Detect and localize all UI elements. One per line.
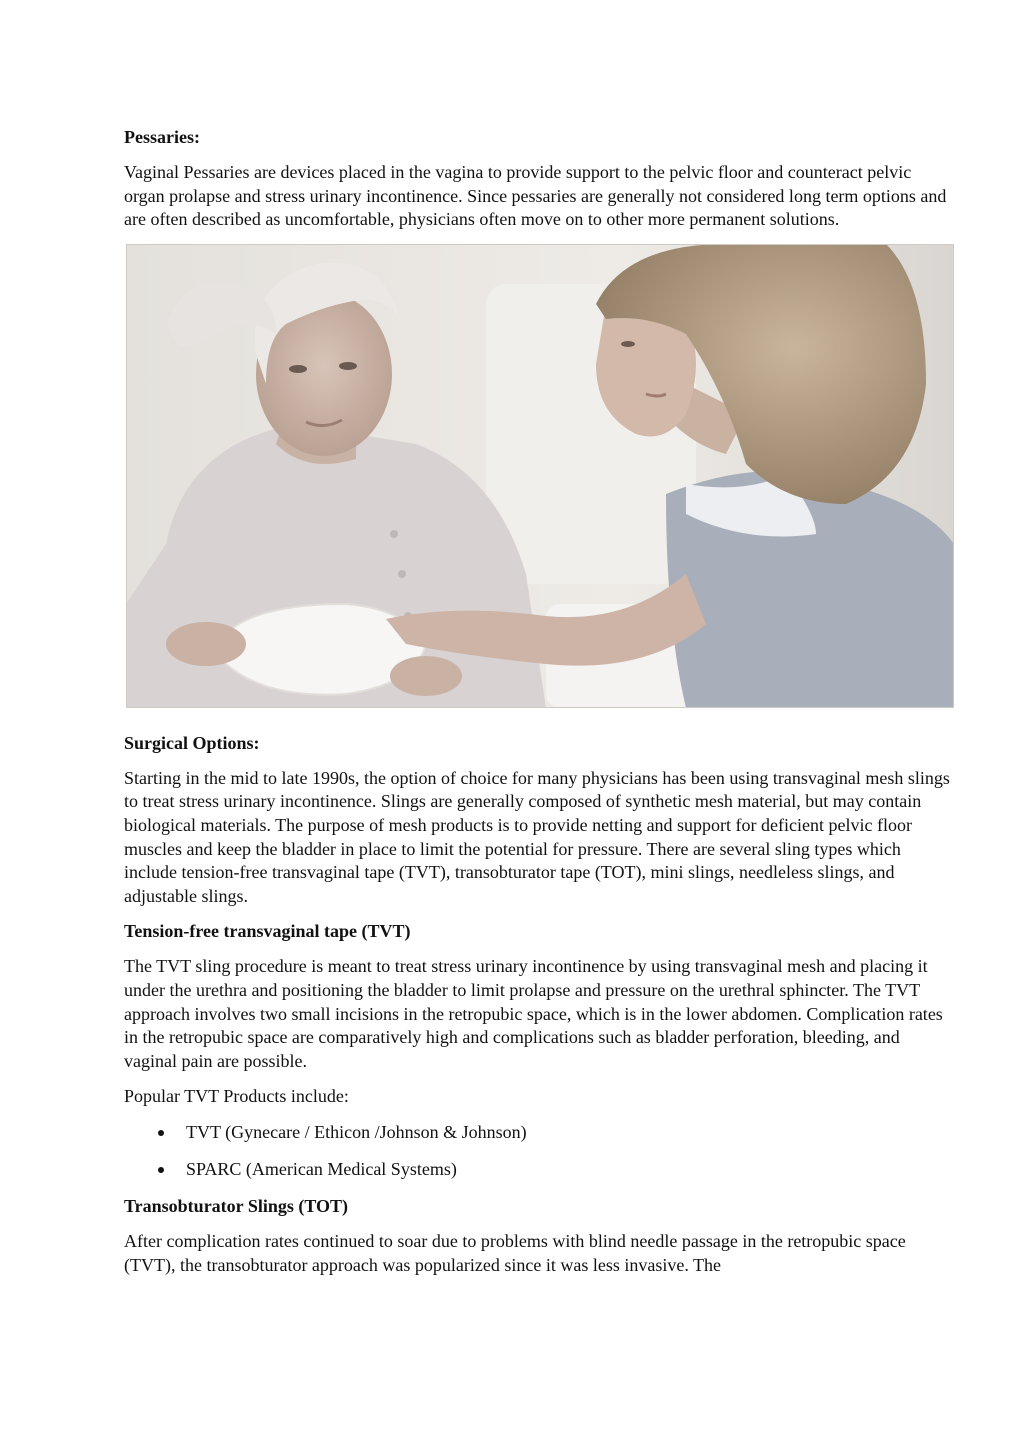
list-item-text: SPARC (American Medical Systems) [186,1159,457,1179]
bullet-icon [158,1130,164,1136]
photo-patient-and-nurse [126,244,954,708]
photo-illustration [126,244,954,708]
bullet-icon [158,1167,164,1173]
tvt-paragraph: The TVT sling procedure is meant to treat stress urinary incontinence by using transvaginal mesh and placing it under the urethra and positioning the bladder to limit prolapse and pressure on the urethral sphincter. The TVT approach involves two small incisions in the retropubic space, which is in the lower abdomen. Complication rates in the retropubic space are comparatively high and complications such as bladder perforation, bleeding, and vaginal pain are possible. [124,956,943,1071]
pessaries-heading: Pessaries: [124,127,200,147]
pessaries-paragraph: Vaginal Pessaries are devices placed in the vagina to provide support to the pelvic floor and counteract pelvic organ prolapse and stress urinary incontinence. Since pessaries are generally not considered long term options and are often described as uncomfortable, physicians often move on to other more permanent solutions. [124,162,947,230]
tvt-products-intro: Popular TVT Products include: [124,1086,349,1107]
tot-paragraph: After complication rates continued to soar due to problems with blind needle passage in the retropubic space (TVT), the transobturator approach was popularized since it was less invasive. The [124,1231,906,1275]
tvt-heading: Tension-free transvaginal tape (TVT) [124,921,411,942]
list-item [124,1121,954,1145]
tot-heading: Transobturator Slings (TOT) [124,1196,349,1217]
list-item [124,1158,954,1182]
surgical-options-paragraph: Starting in the mid to late 1990s, the option of choice for many physicians has been using transvaginal mesh slings to treat stress urinary incontinence. Slings are generally composed of synthetic mesh material, but may contain biological materials. The purpose of mesh products is to provide netting and support for deficient pelvic floor muscles and keep the bladder in place to limit the potential for pressure. There are several sling types which include tension-free transvaginal tape (TVT), transobturator tape (TOT), mini slings, needleless slings, and adjustable slings. [124,767,950,906]
surgical-options-heading: Surgical Options: [124,732,260,753]
document-page [124,126,954,1289]
list-item-text: TVT (Gynecare / Ethicon /Johnson & Johnson) [186,1121,527,1142]
tvt-products-list [124,1121,954,1182]
